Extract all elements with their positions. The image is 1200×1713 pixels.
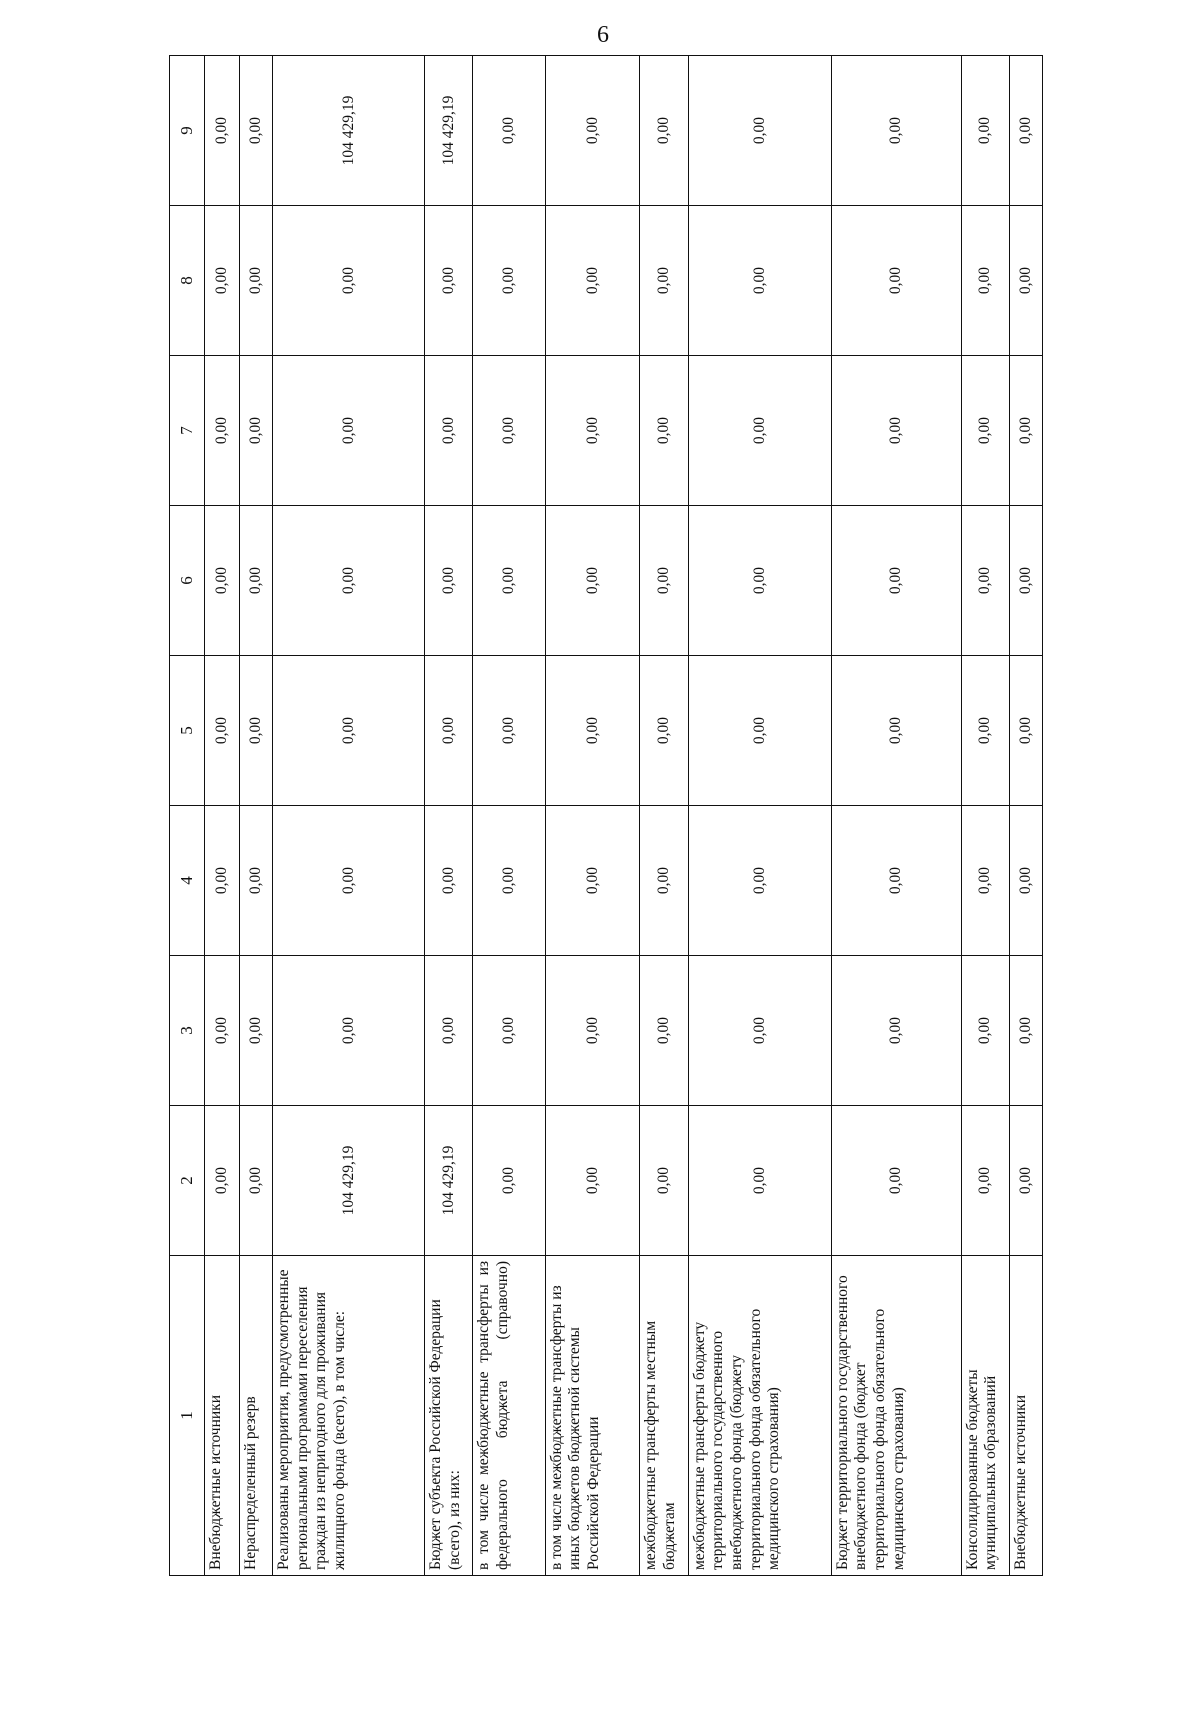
header-row: [170, 56, 205, 1576]
cell-value: 0,00: [545, 1106, 640, 1256]
cell-value: 0,00: [961, 1106, 1009, 1256]
cell-value: 0,00: [961, 206, 1009, 356]
budget-table-rotated: [169, 56, 1043, 1576]
cell-value: 0,00: [640, 656, 688, 806]
table-row: [240, 56, 273, 1576]
cell-value: 0,00: [240, 506, 273, 656]
cell-value: 0,00: [240, 806, 273, 956]
table-row: [688, 56, 831, 1576]
cell-value: 0,00: [240, 956, 273, 1106]
cell-value: 104 429,19: [273, 1106, 425, 1256]
cell-value: 0,00: [961, 506, 1009, 656]
cell-value: 0,00: [1009, 356, 1042, 506]
row-label: Нераспределенный резерв: [240, 1256, 273, 1576]
cell-value: 0,00: [205, 806, 240, 956]
cell-value: 0,00: [473, 656, 546, 806]
cell-value: 0,00: [205, 956, 240, 1106]
cell-value: 0,00: [273, 656, 425, 806]
cell-value: 0,00: [831, 806, 961, 956]
cell-value: 0,00: [961, 356, 1009, 506]
cell-value: 0,00: [640, 356, 688, 506]
cell-value: 0,00: [205, 656, 240, 806]
cell-value: 0,00: [545, 956, 640, 1106]
cell-value: 0,00: [205, 206, 240, 356]
row-label: межбюджетные трансферты бюджету территориального государственного внебюджетного фонда (бюджету территориального фонда обязательного медицинского страхования): [688, 1256, 831, 1576]
cell-value: 0,00: [545, 56, 640, 206]
cell-value: 0,00: [473, 356, 546, 506]
row-label: Внебюджетные источники: [1009, 1256, 1042, 1576]
cell-value: 0,00: [831, 506, 961, 656]
column-header-5: 5: [170, 656, 205, 806]
cell-value: 0,00: [240, 656, 273, 806]
column-header-1: 1: [170, 1256, 205, 1576]
row-label: Реализованы мероприятия, предусмотренные региональными программами переселения граждан из непригодного для проживания жилищного фонда (всего), в том числе:: [273, 1256, 425, 1576]
cell-value: 0,00: [240, 356, 273, 506]
column-header-2: 2: [170, 1106, 205, 1256]
cell-value: 0,00: [545, 506, 640, 656]
cell-value: 0,00: [640, 206, 688, 356]
row-label: в том числе межбюджетные трансферты из иных бюджетов бюджетной системы Российской Федерации: [545, 1256, 640, 1576]
cell-value: 0,00: [1009, 506, 1042, 656]
cell-value: 0,00: [473, 506, 546, 656]
cell-value: 0,00: [640, 56, 688, 206]
cell-value: 0,00: [273, 356, 425, 506]
cell-value: 0,00: [1009, 206, 1042, 356]
budget-table: [169, 55, 1043, 1576]
cell-value: 0,00: [545, 206, 640, 356]
cell-value: 0,00: [273, 506, 425, 656]
cell-value: 0,00: [688, 56, 831, 206]
cell-value: 0,00: [473, 806, 546, 956]
cell-value: 0,00: [688, 506, 831, 656]
table-row: [424, 56, 472, 1576]
cell-value: 0,00: [688, 206, 831, 356]
column-header-6: 6: [170, 506, 205, 656]
column-header-3: 3: [170, 956, 205, 1106]
cell-value: 0,00: [1009, 806, 1042, 956]
cell-value: 0,00: [424, 806, 472, 956]
cell-value: 0,00: [1009, 1106, 1042, 1256]
table-row: [1009, 56, 1042, 1576]
cell-value: 0,00: [961, 56, 1009, 206]
cell-value: 0,00: [1009, 56, 1042, 206]
cell-value: 0,00: [688, 956, 831, 1106]
cell-value: 0,00: [640, 1106, 688, 1256]
cell-value: 0,00: [273, 806, 425, 956]
cell-value: 104 429,19: [424, 56, 472, 206]
cell-value: 0,00: [831, 956, 961, 1106]
cell-value: 0,00: [205, 356, 240, 506]
cell-value: 0,00: [545, 806, 640, 956]
cell-value: 0,00: [545, 656, 640, 806]
cell-value: 0,00: [424, 356, 472, 506]
cell-value: 0,00: [640, 806, 688, 956]
cell-value: 104 429,19: [273, 56, 425, 206]
cell-value: 0,00: [545, 356, 640, 506]
cell-value: 0,00: [424, 206, 472, 356]
cell-value: 0,00: [1009, 956, 1042, 1106]
cell-value: 0,00: [273, 206, 425, 356]
column-header-7: 7: [170, 356, 205, 506]
cell-value: 0,00: [205, 1106, 240, 1256]
cell-value: 0,00: [240, 1106, 273, 1256]
cell-value: 0,00: [688, 1106, 831, 1256]
page-number: 6: [597, 22, 609, 48]
column-header-8: 8: [170, 206, 205, 356]
cell-value: 0,00: [273, 956, 425, 1106]
cell-value: 0,00: [240, 56, 273, 206]
cell-value: 0,00: [424, 506, 472, 656]
row-label: Внебюджетные источники: [205, 1256, 240, 1576]
column-header-4: 4: [170, 806, 205, 956]
cell-value: 0,00: [473, 56, 546, 206]
row-label: Консолидированные бюджеты муниципальных образований: [961, 1256, 1009, 1576]
cell-value: 0,00: [961, 656, 1009, 806]
row-label: межбюджетные трансферты местным бюджетам: [640, 1256, 688, 1576]
cell-value: 0,00: [961, 806, 1009, 956]
row-label: Бюджет территориального государственного внебюджетного фонда (бюджет территориального фонда обязательного медицинского страхования): [831, 1256, 961, 1576]
cell-value: 0,00: [688, 356, 831, 506]
table-row: [831, 56, 961, 1576]
cell-value: 0,00: [424, 656, 472, 806]
cell-value: 0,00: [831, 206, 961, 356]
cell-value: 0,00: [205, 56, 240, 206]
cell-value: 0,00: [240, 206, 273, 356]
column-header-9: 9: [170, 56, 205, 206]
cell-value: 0,00: [473, 1106, 546, 1256]
cell-value: 0,00: [688, 656, 831, 806]
table-row: [205, 56, 240, 1576]
table-row: [545, 56, 640, 1576]
cell-value: 0,00: [831, 356, 961, 506]
table-row: [640, 56, 688, 1576]
table-row: [273, 56, 425, 1576]
cell-value: 0,00: [961, 956, 1009, 1106]
cell-value: 0,00: [640, 506, 688, 656]
row-label: в том числе межбюджетные трансферты из федерального бюджета (справочно): [473, 1256, 546, 1576]
cell-value: 0,00: [424, 956, 472, 1106]
cell-value: 0,00: [688, 806, 831, 956]
cell-value: 0,00: [831, 1106, 961, 1256]
row-label: Бюджет субъекта Российской Федерации (всего), из них:: [424, 1256, 472, 1576]
cell-value: 0,00: [205, 506, 240, 656]
cell-value: 0,00: [831, 56, 961, 206]
cell-value: 104 429,19: [424, 1106, 472, 1256]
cell-value: 0,00: [831, 656, 961, 806]
table-row: [473, 56, 546, 1576]
table-row: [961, 56, 1009, 1576]
cell-value: 0,00: [473, 956, 546, 1106]
cell-value: 0,00: [640, 956, 688, 1106]
cell-value: 0,00: [473, 206, 546, 356]
cell-value: 0,00: [1009, 656, 1042, 806]
